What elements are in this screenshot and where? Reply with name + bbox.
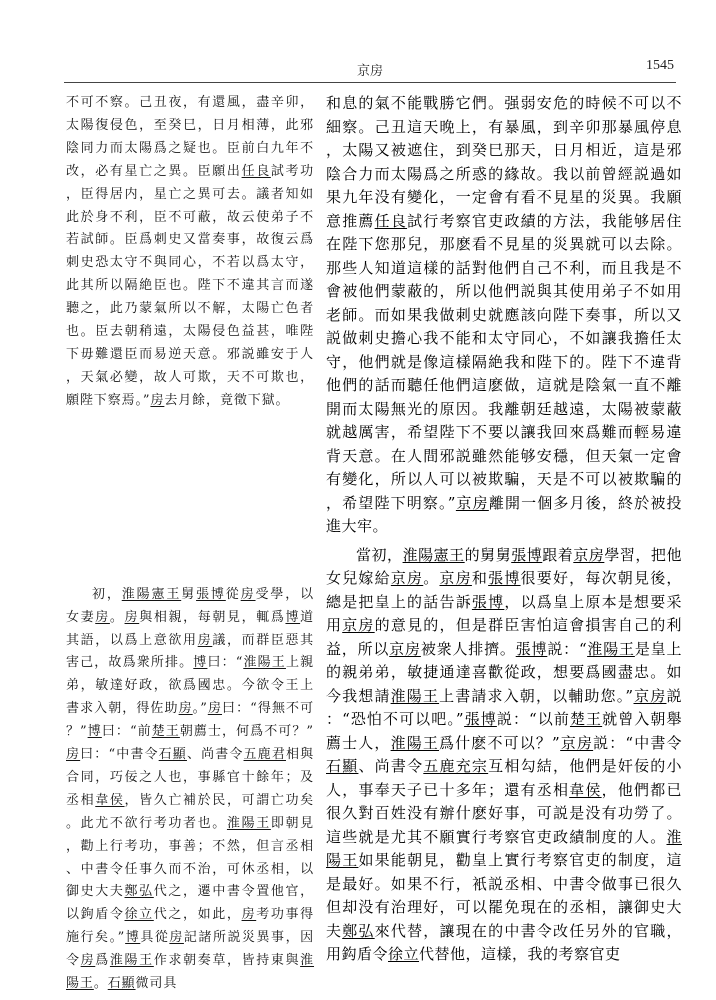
text-run: 、尚書令 (186, 747, 244, 763)
translation-paragraph (326, 544, 682, 967)
proper-name: 京房 (455, 493, 489, 512)
proper-name: 石顯 (107, 976, 136, 992)
text-run: ，以爲皇上原本是想要采用 (326, 592, 682, 634)
text-run: 朝薦士，何爲不可？” (179, 724, 314, 740)
text-run: 記諸所説災異事，因令 (66, 930, 314, 969)
text-run: 的舅舅 (464, 545, 512, 564)
classical-text-column (66, 92, 314, 996)
text-run: 曰：“得無不可？” (66, 701, 315, 740)
text-run: 代替他，這樣，我的考察官吏 (419, 945, 621, 963)
text-run: 説：“以前 (496, 710, 570, 728)
header-rule (64, 82, 676, 83)
text-run: 受學，以女妻 (66, 586, 315, 625)
text-run: ，他們都已很久對百姓没有辦什麽好事，可説是没有功勞了。這些就是尤其不願實行考察官吏政績制度的人。 (326, 780, 682, 846)
proper-name: 五鹿君 (243, 747, 286, 763)
running-header (64, 56, 676, 80)
text-run: 和息的氣不能戰勝它們。强弱安危的時候不可以不細察。己丑這天晚上，有暴風，到辛卯那暴風停息，太陽又被遮住，到癸巳那天，日月相近，這是邪陰合力而太陽爲之所惑的緣故。我以前曾經説過如果九年没有變化，一定會有看不見星的災異。我願意推薦 (326, 94, 682, 230)
proper-name: 房 (207, 701, 223, 717)
proper-name: 五鹿充宗 (423, 757, 489, 775)
text-run: 道其語，以爲上意欲用 (66, 609, 315, 648)
text-run: 學習，把他女兒嫁給 (326, 545, 682, 587)
text-run: 與相親，每朝見，輒爲 (139, 609, 286, 625)
proper-name: 淮陽王 (109, 953, 154, 969)
proper-name: 京房 (390, 569, 424, 587)
proper-name: 房 (240, 586, 256, 602)
text-run: 舅 (181, 586, 197, 602)
text-run: 去月餘，竟徵下獄。 (164, 392, 290, 408)
page-number: 1545 (646, 58, 674, 73)
text-run: 試行考察官吏政績的方法，我能够居住在陛下您那兒，那麽看不見星的災異就可以去除。那些人知道這樣的話對他們自己不利，而且我是不會被他們蒙蔽的，所以他們説與其使用弟子不如用老師。而如果我做刺史就應該向陛下奏事，所以又説做刺史擔心我不能和太守同心，不如讓我擔任太守，他們就是像這樣隔絶我和陛下的。陛下不違背他們的話而聽任他們這麽做，這就是陰氣一直不離開而太陽無光的原因。我離朝廷越遠，太陽被蒙蔽就越厲害，希望陛下不要以讓我回來爲難而輕易違背天意。在人間邪説雖然能够安穩，但天氣一定會有變化，所以人可以被欺騙，天是不可以被欺騙的，希望陛下明察。” (326, 211, 682, 512)
proper-name: 房 (66, 747, 81, 763)
proper-name: 淮陽憲王 (121, 586, 182, 602)
text-run: 曰：“ (207, 655, 244, 671)
text-run: 的意見的，但是群臣害怕這會損害自己的利益，所以 (326, 616, 682, 658)
proper-name: 博 (87, 724, 102, 740)
text-run: 。 (109, 609, 125, 625)
text-run: 試考功，臣得居内，星亡之異可去。議者知如此於身不利，臣不可蔽，故云使弟子不若試師。臣爲刺史又當奏事，故復云爲刺史恐太守不與同心，不若以爲太守，此其所以隔絶臣也。陛下不違其言而遂聽之，此乃蒙氣所以不解，太陽亡色者也。臣去朝稍遠，太陽侵色益甚，唯陛下毋難還臣而易逆天意。邪説雖安于人，天氣必變，故人可欺，天不可欺也，願陛下察焉。” (66, 163, 314, 408)
proper-name: 韋侯 (569, 780, 602, 799)
proper-name: 房 (80, 953, 96, 969)
text-run: 上親弟，敏達好政，欲爲國忠。今欲令王上書求入朝，得佐助 (66, 655, 314, 717)
text-run: 、尚書令 (358, 757, 424, 775)
text-run: 上書請求入朝，以輔助您。” (439, 686, 634, 705)
proper-name: 淮陽王 (390, 733, 440, 752)
text-run: 作求朝奏草，皆持東與 (153, 953, 301, 969)
text-run: 初， (92, 586, 122, 602)
text-run: 。” (192, 701, 208, 717)
text-run: 爲什麽不可以？” (439, 733, 561, 752)
proper-name: 房 (124, 609, 140, 625)
text-run: 考功事得施行矣。” (66, 907, 314, 946)
paragraph-gap (66, 413, 314, 584)
proper-name: 任良 (374, 211, 408, 230)
proper-name: 京房 (342, 616, 375, 634)
proper-name: 博 (125, 930, 141, 946)
text-run: 就曾入朝舉薦士人， (326, 710, 682, 752)
text-run: 曰：“中書令 (80, 747, 159, 763)
proper-name: 博 (285, 609, 301, 625)
proper-name: 張博 (515, 639, 548, 658)
text-run: 相與合同，巧佞之人也，事縣官十餘年；及丞相 (66, 747, 315, 808)
translation-paragraph (326, 92, 682, 539)
proper-name: 房 (95, 609, 110, 625)
text-run: 。 (93, 976, 108, 992)
text-run: 説：“恐怕不可以吧。” (326, 686, 682, 728)
proper-name: 張博 (511, 545, 543, 564)
proper-name: 任良 (241, 163, 271, 179)
proper-name: 淮陽王 (587, 639, 635, 658)
proper-name: 淮陽王 (326, 827, 682, 869)
text-run: 代之，遷中書令置他官，以鉤盾令 (66, 884, 314, 923)
proper-name: 房 (241, 907, 257, 923)
proper-name: 徐立 (124, 907, 154, 923)
proper-name: 楚王 (569, 710, 603, 728)
proper-name: 京房 (560, 733, 594, 752)
text-run: 如果能朝見，勸皇上實行考察官吏的制度，這是最好。如果不行，衹説丞相、中書令做事已很久但却没有治理好，可以罷免現在的丞相，讓御史大夫 (326, 851, 682, 940)
text-run: 議，而群臣惡其害己，故爲衆所排。 (66, 632, 314, 671)
proper-name: 張博 (488, 569, 521, 587)
proper-name: 張博 (471, 592, 505, 611)
text-run: 被衆人排擠。 (420, 639, 516, 658)
proper-name: 石顯 (158, 747, 187, 763)
proper-name: 淮陽王 (226, 815, 271, 831)
text-run: 。 (423, 569, 440, 587)
text-run: 説：“中書令 (593, 733, 683, 752)
text-run: 即朝見，勸上行考功，事善；不然，但言丞相、中書令任事久而不治，可休丞相，以御史大夫 (66, 815, 315, 900)
classical-paragraph (66, 584, 314, 996)
text-run: ，皆久亡補於民，可謂亡功矣。此尤不欲行考功者也。 (66, 792, 314, 831)
proper-name: 京房 (573, 545, 605, 564)
proper-name: 石顯 (326, 757, 359, 775)
proper-name: 京房 (439, 569, 472, 587)
proper-name: 博 (193, 655, 208, 671)
text-run: 互相勾結，他們是奸佞的小人，事奉天子已十多年；還有丞相 (326, 757, 682, 799)
text-run: 具從 (140, 930, 170, 946)
proper-name: 房 (150, 392, 165, 408)
text-run: 跟着 (542, 545, 574, 564)
text-run: 曰：“前 (101, 724, 152, 740)
classical-paragraph (66, 92, 314, 413)
proper-name: 京房 (633, 686, 667, 705)
proper-name: 京房 (389, 639, 421, 658)
text-run: 爲 (95, 953, 110, 969)
text-run: 離開一個多月後，終於被投進大牢。 (326, 493, 682, 535)
proper-name: 徐立 (388, 945, 420, 963)
proper-name: 房 (178, 701, 193, 717)
text-run: 微司具 (135, 976, 178, 992)
proper-name: 張博 (464, 710, 497, 728)
text-run: 説：“ (547, 639, 588, 658)
proper-name: 房 (169, 930, 184, 946)
running-title: 京房 (356, 64, 383, 79)
text-run: 是皇上的親弟弟，敏捷通達喜歡從政，想要爲國盡忠。如今我想請 (326, 639, 682, 705)
proper-name: 淮陽王 (243, 655, 286, 671)
proper-name: 鄭弘 (124, 884, 154, 900)
text-run: 不可不察。己丑夜，有還風，盡辛卯，太陽復侵色，至癸巳，日月相薄，此邪陰同力而太陽爲之疑也。臣前白九年不改，必有星亡之異。臣願出 (66, 95, 314, 179)
text-run: 來代替，讓現在的中書令改任另外的官職，用鈎盾令 (326, 921, 682, 963)
translation-column (326, 92, 682, 967)
text-run: 代之，如此， (153, 907, 242, 923)
proper-name: 韋侯 (95, 792, 125, 808)
text-run: 和 (471, 569, 489, 587)
proper-name: 淮陽憲王 (402, 545, 465, 564)
proper-name: 張博 (196, 586, 226, 602)
text-run: 當初， (356, 545, 403, 564)
text-run: 從 (225, 586, 241, 602)
proper-name: 淮陽王 (390, 686, 440, 705)
proper-name: 楚王 (151, 724, 180, 740)
text-run: 很要好，每次朝見後，總是把皇上的話告訴 (326, 569, 682, 611)
proper-name: 鄭弘 (342, 921, 375, 940)
proper-name: 房 (197, 632, 213, 648)
proper-name: 淮陽王 (66, 953, 315, 992)
